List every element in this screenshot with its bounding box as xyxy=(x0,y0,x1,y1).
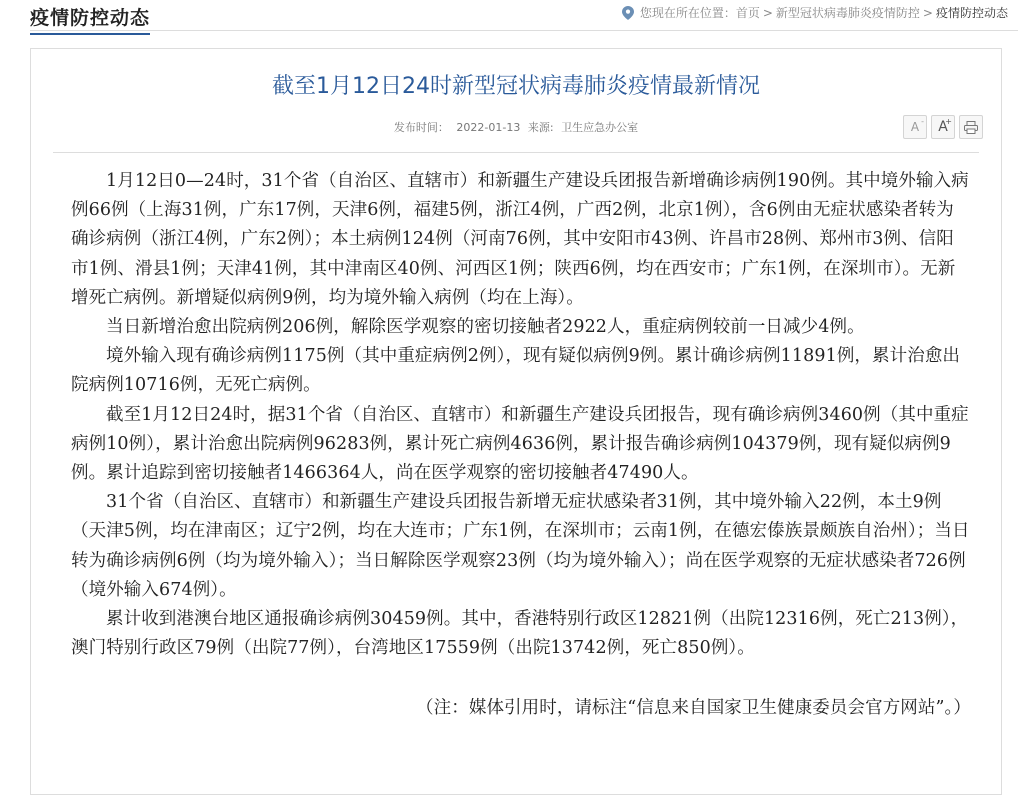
source-label: 来源: xyxy=(527,121,554,134)
article-title: 截至1月12日24时新型冠状病毒肺炎疫情最新情况 xyxy=(272,74,760,99)
font-increase-label: A xyxy=(938,119,948,135)
font-increase-icon[interactable] xyxy=(931,115,955,139)
paragraph: 当日新增治愈出院病例206例，解除医学观察的密切接触者2922人，重症病例较前一日减少4例。 xyxy=(106,317,865,338)
article-tools xyxy=(903,115,983,139)
paragraph: 31个省（自治区、直辖市）和新疆生产建设兵团报告新增无症状感染者31例，其中境外输入22例，本土9例（天津5例，均在津南区；辽宁2例，均在大连市；广东1例，在深圳市；云南1例，在德宏傣族景颇族自治州）；当日转为确诊病例6例（均为境外输入）；当日解除医学观察23例（均为境外输入）；尚在医学观察的无症状感染者726例（境外输入674例）。 xyxy=(71,492,970,600)
paragraph: 1月12日0—24时，31个省（自治区、直辖市）和新疆生产建设兵团报告新增确诊病例190例。其中境外输入病例66例（上海31例，广东17例，天津6例，福建5例，浙江4例，广西2例，北京1例），含6例由无症状感染者转为确诊病例（浙江4例，广东2例）；本土病例124例（河南76例，其中安阳市43例、许昌市28例、郑州市3例、信阳市1例、滑县1例；天津41例，其中津南区40例、河西区1例；陕西6例，均在西安市；广东1例，在深圳市）。无新增死亡病例。新增疑似病例9例，均为境外输入病例（均在上海）。 xyxy=(71,171,969,308)
breadcrumb xyxy=(622,4,1008,21)
font-decrease-sup: - xyxy=(921,117,924,126)
location-pin-icon xyxy=(622,6,634,20)
font-increase-sup: + xyxy=(945,117,952,126)
citation-note: （注：媒体引用时，请标注“信息来自国家卫生健康委员会官方网站”。） xyxy=(416,698,971,719)
font-decrease-icon[interactable] xyxy=(903,115,927,139)
location-prefix: 您现在所在位置： xyxy=(639,6,736,20)
article-body xyxy=(71,167,971,724)
breadcrumb-separator: > xyxy=(762,5,773,20)
breadcrumb-current: 疫情防控动态 xyxy=(935,6,1008,20)
article-card xyxy=(30,48,1002,795)
top-divider xyxy=(30,30,1018,31)
breadcrumb-home-link[interactable]: 首页 xyxy=(735,6,760,20)
breadcrumb-separator: > xyxy=(922,5,933,20)
printer-glyph xyxy=(964,121,978,134)
top-bar xyxy=(0,0,1018,30)
publish-date: 2022-01-13 xyxy=(456,121,521,134)
print-icon[interactable] xyxy=(959,115,983,139)
paragraph: 境外输入现有确诊病例1175例（其中重症病例2例），现有疑似病例9例。累计确诊病例11891例，累计治愈出院病例10716例，无死亡病例。 xyxy=(71,346,961,396)
paragraph: 截至1月12日24时，据31个省（自治区、直辖市）和新疆生产建设兵团报告，现有确诊病例3460例（其中重症病例10例），累计治愈出院病例96283例，累计死亡病例4636例，累计报告确诊病例104379例，现有疑似病例9例。累计追踪到密切接触者1466364人，尚在医学观察的密切接触者47490人。 xyxy=(71,404,969,484)
font-decrease-label: A xyxy=(910,120,920,134)
section-title: 疫情防控动态 xyxy=(30,3,150,35)
publish-label: 发布时间： xyxy=(393,121,449,134)
title-divider xyxy=(53,152,979,153)
source-name: 卫生应急办公室 xyxy=(561,121,639,134)
article-meta xyxy=(31,119,1001,135)
paragraph: 累计收到港澳台地区通报确诊病例30459例。其中，香港特别行政区12821例（出院12316例，死亡213例），澳门特别行政区79例（出院77例），台湾地区17559例（出院13742例，死亡850例）。 xyxy=(71,609,969,659)
breadcrumb-covid-link[interactable]: 新型冠状病毒肺炎疫情防控 xyxy=(775,6,920,20)
